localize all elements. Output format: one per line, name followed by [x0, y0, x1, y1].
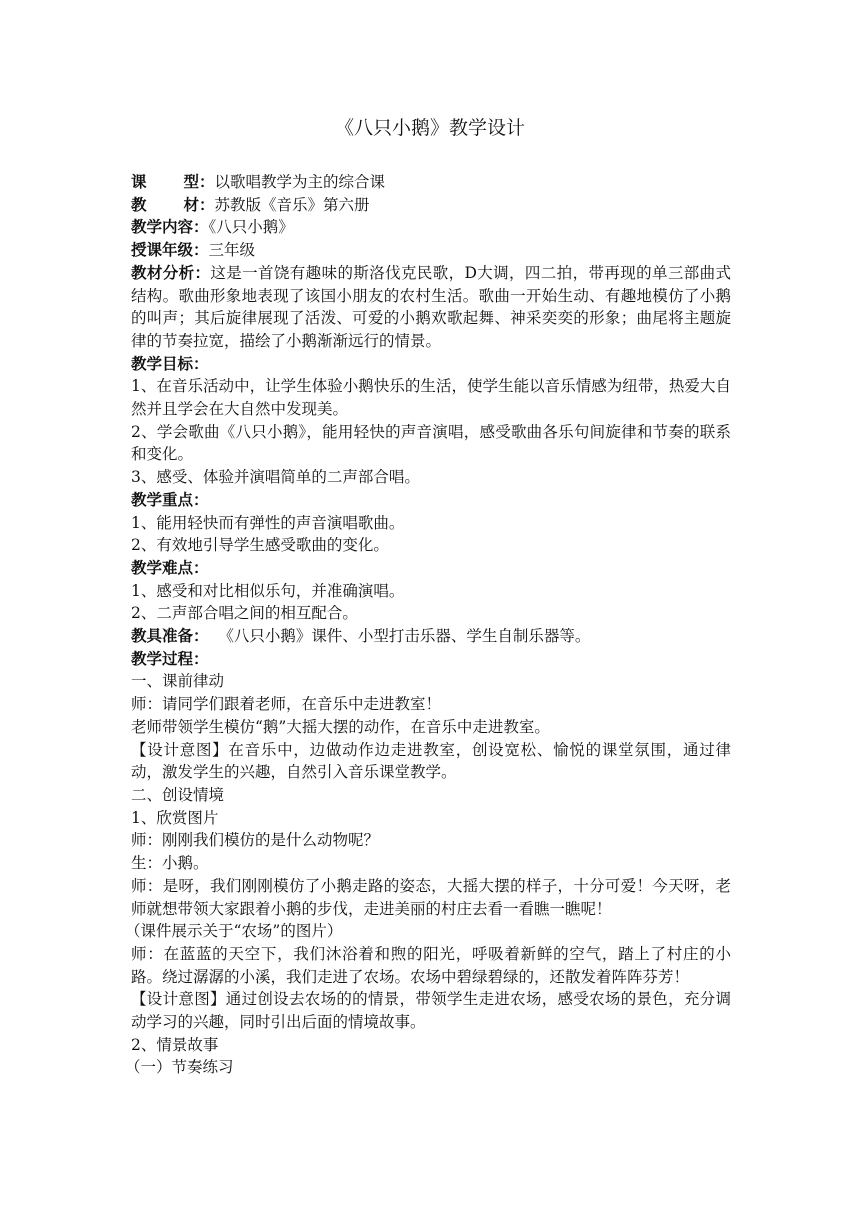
info-type-value: 以歌唱教学为主的综合课: [214, 173, 386, 191]
info-material-row: 教材：苏教版《音乐》第六册: [131, 194, 731, 217]
info-type-row: 课型：以歌唱教学为主的综合课: [131, 171, 731, 194]
goal-item: 3、感受、体验并演唱简单的二声部合唱。: [131, 468, 420, 487]
goal-item: 2、学会歌曲《八只小鹅》，能用轻快的声音演唱，感受歌曲各乐句间旋律和节奏的联系和变化。: [131, 422, 731, 464]
info-type-label: 课型: [131, 172, 199, 191]
process-line: 生：小鹅。: [131, 854, 209, 873]
difficulty-item: 1、感受和对比相似乐句，并准确演唱。: [131, 581, 405, 600]
info-grade-row: 授课年级：三年级: [131, 240, 256, 260]
keypoints-heading: 教学重点：: [131, 489, 209, 509]
design-intent-paragraph: 【设计意图】在音乐中，边做动作边走进教室，创设宽松、愉悦的课堂氛围，通过律动，激发学生的兴趣，自然引入音乐课堂教学。: [131, 740, 731, 782]
tools-label: 教具准备：: [131, 626, 209, 646]
analysis-label: 教材分析：: [131, 262, 211, 282]
info-grade-value: 三年级: [208, 241, 256, 260]
page-title: 《八只小鹅》教学设计: [334, 117, 525, 139]
process-line: 老师带领学生模仿“鹅”大摇大摆的动作，在音乐中走进教室。: [131, 717, 550, 736]
process-paragraph: 师：是呀，我们刚刚模仿了小鹅走路的姿态，大摇大摆的样子，十分可爱！今天呀，老师就想带领大家跟着小鹅的步伐，走进美丽的村庄去看一看瞧一瞧呢！: [131, 876, 731, 918]
info-grade-label: 授课年级: [131, 240, 194, 260]
goal-item: 1、在音乐活动中，让学生体验小鹅快乐的生活，使学生能以音乐情感为纽带，热爱大自然并且学会在大自然中发现美。: [131, 377, 731, 419]
process-note: （课件展示关于“农场”的图片）: [125, 922, 343, 941]
info-material-value: 苏教版《音乐》第六册: [214, 195, 370, 214]
goals-heading: 教学目标：: [131, 353, 209, 373]
keypoint-item: 1、能用轻快而有弹性的声音演唱歌曲。: [131, 513, 405, 532]
difficulty-item: 2、二声部合唱之间的相互配合。: [131, 604, 358, 623]
process-heading: 教学过程：: [131, 648, 209, 668]
process-section-heading: 二、创设情境: [131, 785, 225, 804]
keypoint-item: 2、有效地引导学生感受歌曲的变化。: [131, 536, 389, 555]
tools-row: [131, 625, 731, 648]
analysis-paragraph: [131, 262, 731, 353]
tools-text: 《八只小鹅》课件、小型打击乐器、学生自制乐器等。: [218, 627, 591, 646]
analysis-text: 这是一首饶有趣味的斯洛伐克民歌，D大调，四二拍，带再现的单三部曲式结构。歌曲形象地表现了该国小朋友的农村生活。歌曲一开始生动、有趣地模仿了小鹅的叫声；其后旋律展现了活泼、可爱的小鹅欢歌起舞、神采奕奕的形象；曲尾将主题旋律的节奏拉宽，描绘了小鹅渐渐远行的情景。: [131, 263, 731, 350]
process-subheading: 1、欣赏图片: [131, 808, 219, 827]
process-line: 师：请同学们跟着老师，在音乐中走进教室！: [131, 695, 442, 714]
info-content-row: 教学内容：《八只小鹅》: [131, 217, 294, 237]
info-content-value: 《八只小鹅》: [208, 218, 294, 237]
process-line: 师：刚刚我们模仿的是什么动物呢？: [131, 831, 380, 850]
design-intent-paragraph: 【设计意图】通过创设去农场的的情景，带领学生走进农场，感受农场的景色，充分调动学习的兴趣，同时引出后面的情境故事。: [131, 990, 731, 1032]
process-section-heading: 一、课前律动: [131, 672, 225, 691]
info-content-label: 教学内容: [131, 217, 194, 237]
difficulties-heading: 教学难点：: [131, 557, 209, 577]
process-subsection: （一）节奏练习: [125, 1058, 234, 1077]
document-body: [125, 171, 731, 1079]
process-paragraph: 师：在蓝蓝的天空下，我们沐浴着和煦的阳光，呼吸着新鲜的空气，踏上了村庄的小路。绕过潺潺的小溪，我们走进了农场。农场中碧绿碧绿的，还散发着阵阵芬芳！: [131, 944, 731, 986]
process-subheading: 2、情景故事: [131, 1035, 219, 1054]
info-material-label: 教材: [131, 194, 199, 214]
